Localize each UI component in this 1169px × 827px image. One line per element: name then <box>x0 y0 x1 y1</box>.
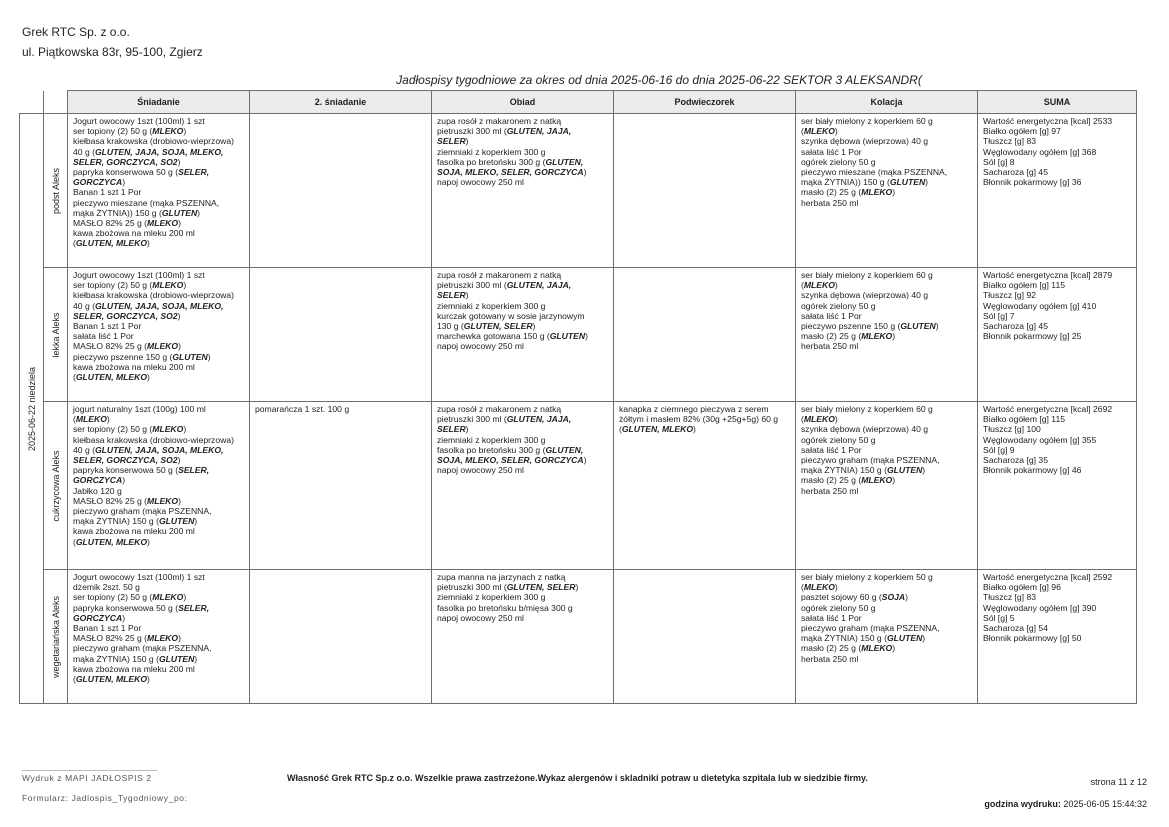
menu-line: papryka konserwowa 50 g (SELER, <box>73 465 210 476</box>
footer-left <box>22 770 188 804</box>
menu-line: marchewka gotowana 150 g (GLUTEN) <box>437 331 588 342</box>
menu-line: pietruszki 300 ml (GLUTEN, JAJA, <box>437 414 572 425</box>
print-time <box>984 793 1147 815</box>
menu-line: herbata 250 ml <box>801 341 859 352</box>
page-number: strona 11 z 12 <box>1090 777 1147 787</box>
table-body <box>20 114 1137 704</box>
menu-line: szynka dębowa (wieprzowa) 40 g <box>801 424 929 435</box>
print-time-label: godzina wydruku: <box>984 799 1061 809</box>
menu-line: 130 g (GLUTEN, SELER) <box>437 321 536 332</box>
menu-line: pomarańcza 1 szt. 100 g <box>255 404 350 414</box>
menu-line: Wartość energetyczna [kcal] 2592 <box>983 572 1113 582</box>
menu-line: sałata liść 1 Por <box>801 612 862 623</box>
meal-cell-breakfast <box>68 570 250 704</box>
menu-line: Białko ogółem [g] 115 <box>983 414 1066 425</box>
footer-right <box>984 771 1147 815</box>
menu-line: ser topiony (2) 50 g (MLEKO) <box>73 126 187 137</box>
menu-line: ser biały mielony z koperkiem 60 g <box>801 116 933 126</box>
form-name: Formularz: Jadlospis_Tygodniowy_po: <box>22 793 188 803</box>
menu-line: SELER) <box>437 424 469 435</box>
menu-line: zupa rosół z makaronem z natką <box>437 116 562 126</box>
menu-line: GORCZYCA) <box>73 475 126 486</box>
menu-line: pieczywo mieszane (mąka PSZENNA, <box>73 197 220 208</box>
footer-rule <box>22 770 157 771</box>
diet-label: cukrzycowa Aleks <box>50 449 61 522</box>
col-header-dinner: Kolacja <box>796 91 978 114</box>
menu-line: napoj owocowy 250 ml <box>437 465 524 476</box>
menu-line: Tłuszcz [g] 83 <box>983 136 1037 147</box>
menu-line: kawa zbożowa na mleku 200 ml <box>73 663 195 674</box>
diet-label: lekka Aleks <box>50 311 61 358</box>
menu-line: kurczak gotowany w sosie jarzynowym <box>437 310 585 321</box>
menu-line: kiełbasa krakowska (drobiowo-wieprzowa) <box>73 434 234 445</box>
menu-line: (MLEKO) <box>801 280 838 291</box>
menu-line: MASŁO 82% 25 g (MLEKO) <box>73 341 181 352</box>
menu-line: pasztet sojowy 60 g (SOJA) <box>801 592 909 603</box>
menu-line: Sacharoza [g] 35 <box>983 455 1048 466</box>
menu-line: Tłuszcz [g] 83 <box>983 592 1037 603</box>
menu-line: ziemniaki z koperkiem 300 g <box>437 146 546 157</box>
day-cell <box>20 114 44 704</box>
company-address: ul. Piątkowska 83r, 95-100, Zgierz <box>22 45 203 59</box>
menu-line: pietruszki 300 ml (GLUTEN, JAJA, <box>437 280 572 291</box>
menu-line: ziemniaki z koperkiem 300 g <box>437 300 546 311</box>
col-header-sum: SUMA <box>978 91 1137 114</box>
menu-line: 40 g (GLUTEN, JAJA, SOJA, MLEKO, <box>73 300 224 311</box>
col-header-snack: Podwieczorek <box>614 91 796 114</box>
menu-line: kiełbasa krakowska (drobiowo-wieprzowa) <box>73 136 234 147</box>
menu-line: mąka ŻYTNIA) 150 g (GLUTEN) <box>73 653 198 664</box>
menu-line: ogórek zielony 50 g <box>801 434 876 445</box>
meal-cell-snack <box>614 114 796 268</box>
menu-line: Jogurt owocowy 1szt (100ml) 1 szt <box>73 116 205 126</box>
menu-line: sałata liść 1 Por <box>73 331 134 342</box>
menu-line: pieczywo graham (mąka PSZENNA, <box>73 643 212 654</box>
menu-line: Jogurt owocowy 1szt (100ml) 1 szt <box>73 270 205 280</box>
header-spacer <box>44 91 68 114</box>
meal-cell-breakfast <box>68 402 250 570</box>
menu-line: kawa zbożowa na mleku 200 ml <box>73 361 195 372</box>
menu-line: papryka konserwowa 50 g (SELER, <box>73 602 210 613</box>
menu-line: ser biały mielony z koperkiem 60 g <box>801 270 933 280</box>
menu-line: (MLEKO) <box>801 414 838 425</box>
menu-line: fasolka po bretońsku 300 g (GLUTEN, <box>437 156 584 167</box>
menu-line: zupa manna na jarzynach z natką <box>437 572 566 582</box>
menu-line: (GLUTEN, MLEKO) <box>73 372 150 383</box>
menu-table <box>19 90 1137 704</box>
menu-line: Tłuszcz [g] 100 <box>983 424 1041 435</box>
meal-cell-second-breakfast <box>250 114 432 268</box>
menu-line: sałata liść 1 Por <box>801 146 862 157</box>
menu-line: napoj owocowy 250 ml <box>437 177 524 188</box>
menu-line: ogórek zielony 50 g <box>801 156 876 167</box>
menu-line: szynka dębowa (wieprzowa) 40 g <box>801 290 929 301</box>
menu-line: zupa rosół z makaronem z natką <box>437 404 562 414</box>
menu-line: mąka ŻYTNIA)) 150 g (GLUTEN) <box>73 207 201 218</box>
menu-line: fasolka po bretońsku b/mięsa 300 g <box>437 602 573 613</box>
diet-label: wegetariańska Aleks <box>50 595 61 678</box>
meal-cell-dinner <box>796 570 978 704</box>
meal-cell-breakfast <box>68 114 250 268</box>
diet-cell <box>44 268 68 402</box>
company-header <box>22 22 203 62</box>
meal-cell-dinner <box>796 268 978 402</box>
menu-line: SELER, GORCZYCA, SO2) <box>73 455 181 466</box>
menu-line: szynka dębowa (wieprzowa) 40 g <box>801 136 929 147</box>
menu-line: 40 g (GLUTEN, JAJA, SOJA, MLEKO, <box>73 444 224 455</box>
meal-cell-dinner <box>796 114 978 268</box>
menu-line: ser topiony (2) 50 g (MLEKO) <box>73 280 187 291</box>
menu-line: kawa zbożowa na mleku 200 ml <box>73 526 195 537</box>
menu-line: pieczywo graham (mąka PSZENNA, <box>801 623 940 634</box>
menu-line: ser topiony (2) 50 g (MLEKO) <box>73 592 187 603</box>
menu-line: (MLEKO) <box>801 582 838 593</box>
meal-cell-lunch <box>432 114 614 268</box>
meal-cell-snack <box>614 402 796 570</box>
meal-cell-second-breakfast <box>250 268 432 402</box>
meal-cell-breakfast <box>68 268 250 402</box>
menu-line: (GLUTEN, MLEKO) <box>619 424 696 435</box>
menu-line: sałata liść 1 Por <box>801 444 862 455</box>
diet-cell <box>44 114 68 268</box>
menu-line: 40 g (GLUTEN, JAJA, SOJA, MLEKO, <box>73 146 224 157</box>
meal-cell-sum <box>978 114 1137 268</box>
meal-cell-lunch <box>432 402 614 570</box>
col-header-second-breakfast: 2. śniadanie <box>250 91 432 114</box>
menu-line: SELER, GORCZYCA, SO2) <box>73 156 181 167</box>
menu-line: pietruszki 300 ml (GLUTEN, SELER) <box>437 582 579 593</box>
meal-cell-second-breakfast <box>250 402 432 570</box>
menu-line: herbata 250 ml <box>801 197 859 208</box>
menu-line: ogórek zielony 50 g <box>801 300 876 311</box>
menu-row <box>20 114 1137 268</box>
menu-row <box>20 402 1137 570</box>
menu-line: (GLUTEN, MLEKO) <box>73 238 150 249</box>
menu-line: dżemik 2szt. 50 g <box>73 582 140 593</box>
page-title: Jadłospisy tygodniowe za okres od dnia 2025-06-16 do dnia 2025-06-22 SEKTOR 3 ALEKSANDR( <box>396 73 922 87</box>
menu-line: ziemniaki z koperkiem 300 g <box>437 434 546 445</box>
menu-line: SELER) <box>437 136 469 147</box>
menu-line: Białko ogółem [g] 96 <box>983 582 1061 593</box>
menu-row <box>20 570 1137 704</box>
company-name: Grek RTC Sp. z o.o. <box>22 25 130 39</box>
menu-line: Sacharoza [g] 45 <box>983 167 1048 178</box>
meal-cell-lunch <box>432 268 614 402</box>
menu-line: Sól [g] 8 <box>983 156 1015 167</box>
menu-line: Jabłko 120 g <box>73 485 122 496</box>
menu-line: herbata 250 ml <box>801 653 859 664</box>
menu-line: pieczywo graham (mąka PSZENNA, <box>73 506 212 517</box>
menu-line: ogórek zielony 50 g <box>801 602 876 613</box>
menu-line: kawa zbożowa na mleku 200 ml <box>73 228 195 239</box>
menu-line: napoj owocowy 250 ml <box>437 612 524 623</box>
menu-line: ser topiony (2) 50 g (MLEKO) <box>73 424 187 435</box>
menu-line: SOJA, MLEKO, SELER, GORCZYCA) <box>437 455 587 466</box>
menu-line: masło (2) 25 g (MLEKO) <box>801 643 896 654</box>
menu-line: Wartość energetyczna [kcal] 2879 <box>983 270 1113 280</box>
menu-line: Błonnik pokarmowy [g] 50 <box>983 633 1082 644</box>
menu-line: papryka konserwowa 50 g (SELER, <box>73 167 210 178</box>
menu-line: mąka ŻYTNIA) 150 g (GLUTEN) <box>801 633 926 644</box>
day-label: 2025-06-22 niedziela <box>26 366 37 451</box>
menu-line: Błonnik pokarmowy [g] 46 <box>983 465 1082 476</box>
menu-line: Banan 1 szt 1 Por <box>73 187 142 198</box>
meal-cell-dinner <box>796 402 978 570</box>
meal-cell-second-breakfast <box>250 570 432 704</box>
menu-line: Sacharoza [g] 54 <box>983 623 1048 634</box>
menu-line: napoj owocowy 250 ml <box>437 341 524 352</box>
menu-line: kiełbasa krakowska (drobiowo-wieprzowa) <box>73 290 234 301</box>
meal-cell-snack <box>614 570 796 704</box>
diet-label: podst Aleks <box>50 167 61 214</box>
menu-line: Sól [g] 7 <box>983 310 1015 321</box>
menu-line: Błonnik pokarmowy [g] 36 <box>983 177 1082 188</box>
menu-line: Jogurt owocowy 1szt (100ml) 1 szt <box>73 572 205 582</box>
menu-line: fasolka po bretońsku 300 g (GLUTEN, <box>437 444 584 455</box>
menu-line: Węglowodany ogółem [g] 368 <box>983 146 1097 157</box>
menu-line: żółtym i masłem 82% (30g +25g+5g) 60 g <box>619 414 779 425</box>
meal-cell-sum <box>978 402 1137 570</box>
menu-line: herbata 250 ml <box>801 485 859 496</box>
menu-line: SELER, GORCZYCA, SO2) <box>73 310 181 321</box>
table-header-row <box>20 91 1137 114</box>
menu-line: Sól [g] 5 <box>983 612 1015 623</box>
menu-line: masło (2) 25 g (MLEKO) <box>801 187 896 198</box>
meal-cell-sum <box>978 570 1137 704</box>
diet-cell <box>44 570 68 704</box>
menu-line: ser biały mielony z koperkiem 60 g <box>801 404 933 414</box>
menu-line: Banan 1 szt 1 Por <box>73 623 142 634</box>
menu-line: Wartość energetyczna [kcal] 2692 <box>983 404 1113 414</box>
printout-source: Wydruk z MAPI JADŁOSPIS 2 <box>22 773 152 783</box>
menu-line: Błonnik pokarmowy [g] 25 <box>983 331 1082 342</box>
meal-cell-snack <box>614 268 796 402</box>
menu-line: MASŁO 82% 25 g (MLEKO) <box>73 218 181 229</box>
menu-line: sałata liść 1 Por <box>801 310 862 321</box>
menu-line: SELER) <box>437 290 469 301</box>
meal-cell-sum <box>978 268 1137 402</box>
menu-line: pieczywo pszenne 150 g (GLUTEN) <box>73 351 211 362</box>
menu-row <box>20 268 1137 402</box>
print-time-value: 2025-06-05 15:44:32 <box>1063 799 1147 809</box>
menu-line: pieczywo graham (mąka PSZENNA, <box>801 455 940 466</box>
menu-line: jogurt naturalny 1szt (100g) 100 ml <box>73 404 206 414</box>
col-header-breakfast: Śniadanie <box>68 91 250 114</box>
menu-line: ziemniaki z koperkiem 300 g <box>437 592 546 603</box>
menu-line: kanapka z ciemnego pieczywa z serem <box>619 404 769 414</box>
menu-line: Węglowodany ogółem [g] 355 <box>983 434 1097 445</box>
menu-line: pieczywo pszenne 150 g (GLUTEN) <box>801 321 939 332</box>
menu-line: Tłuszcz [g] 92 <box>983 290 1037 301</box>
menu-line: Węglowodany ogółem [g] 410 <box>983 300 1097 311</box>
menu-line: masło (2) 25 g (MLEKO) <box>801 331 896 342</box>
meal-cell-lunch <box>432 570 614 704</box>
menu-line: Białko ogółem [g] 115 <box>983 280 1066 291</box>
menu-line: pieczywo mieszane (mąka PSZENNA, <box>801 167 948 178</box>
menu-line: (GLUTEN, MLEKO) <box>73 536 150 547</box>
diet-cell <box>44 402 68 570</box>
menu-line: Białko ogółem [g] 97 <box>983 126 1061 137</box>
menu-line: (GLUTEN, MLEKO) <box>73 674 150 685</box>
menu-line: ser biały mielony z koperkiem 50 g <box>801 572 933 582</box>
menu-line: zupa rosół z makaronem z natką <box>437 270 562 280</box>
menu-line: Banan 1 szt 1 Por <box>73 321 142 332</box>
menu-line: Sól [g] 9 <box>983 444 1015 455</box>
menu-line: MASŁO 82% 25 g (MLEKO) <box>73 633 181 644</box>
menu-line: GORCZYCA) <box>73 612 126 623</box>
menu-line: pietruszki 300 ml (GLUTEN, JAJA, <box>437 126 572 137</box>
ownership-note: Własność Grek RTC Sp.z o.o. Wszelkie prawa zastrzeżone.Wykaz alergenów i skladniki potraw u dietetyka szpitala lub w siedzibie firmy. <box>287 773 868 783</box>
menu-line: masło (2) 25 g (MLEKO) <box>801 475 896 486</box>
menu-line: GORCZYCA) <box>73 177 126 188</box>
header-spacer <box>20 91 44 114</box>
menu-line: mąka ŻYTNIA) 150 g (GLUTEN) <box>801 465 926 476</box>
menu-line: Wartość energetyczna [kcal] 2533 <box>983 116 1113 126</box>
menu-line: mąka ŻYTNIA)) 150 g (GLUTEN) <box>801 177 929 188</box>
menu-line: SOJA, MLEKO, SELER, GORCZYCA) <box>437 167 587 178</box>
menu-line: mąka ŻYTNIA) 150 g (GLUTEN) <box>73 516 198 527</box>
menu-line: (MLEKO) <box>73 414 110 425</box>
menu-line: (MLEKO) <box>801 126 838 137</box>
menu-line: Sacharoza [g] 45 <box>983 321 1048 332</box>
menu-line: MASŁO 82% 25 g (MLEKO) <box>73 495 181 506</box>
menu-line: Węglowodany ogółem [g] 390 <box>983 602 1097 613</box>
col-header-lunch: Obiad <box>432 91 614 114</box>
